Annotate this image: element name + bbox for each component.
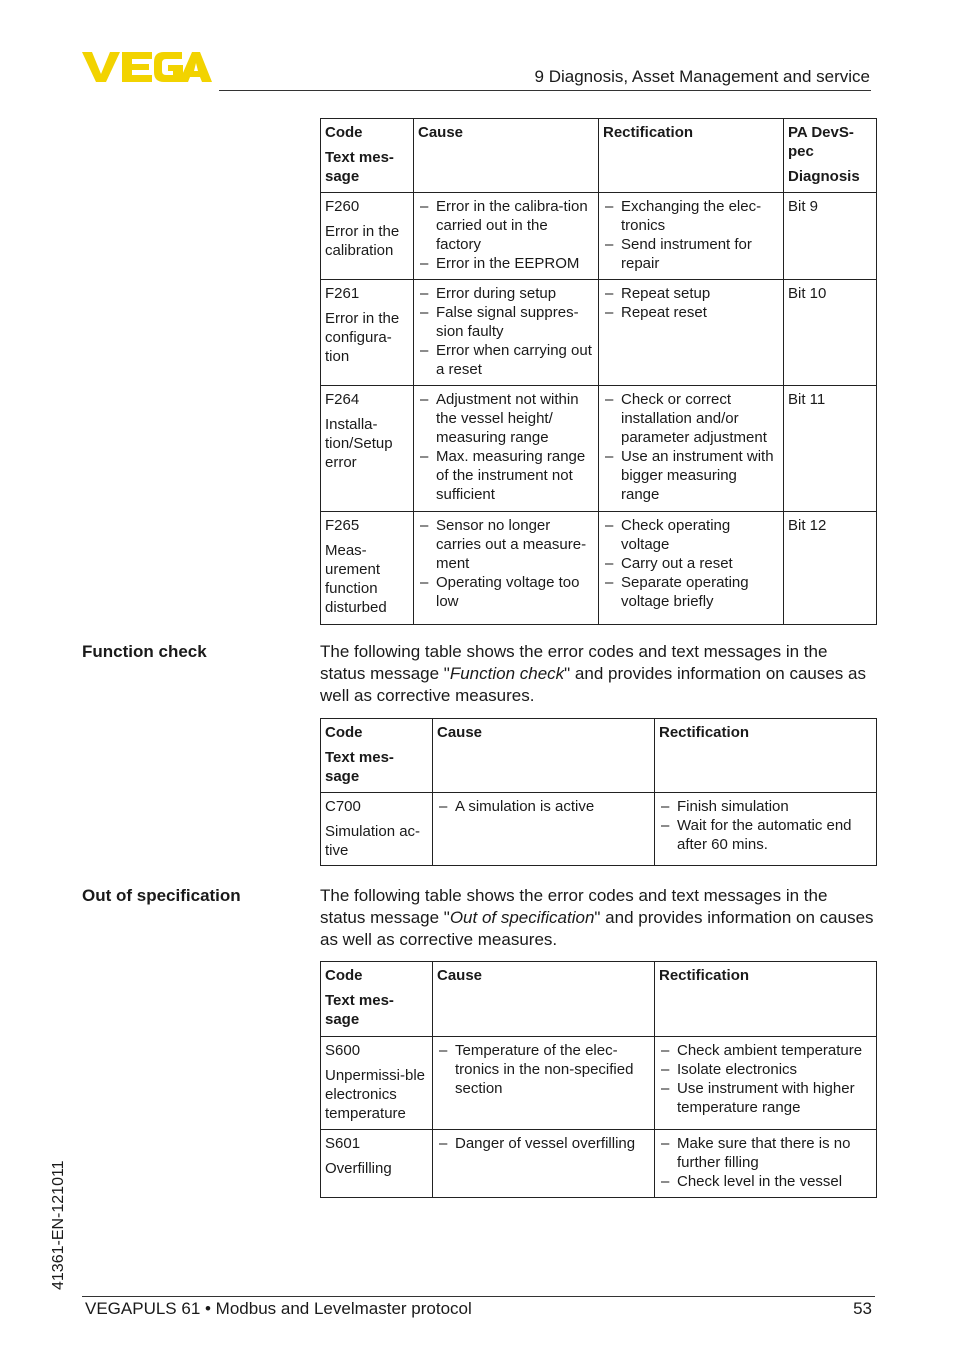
rectification-item: – Check ambient temperature <box>659 1041 872 1060</box>
cause-item: – False signal suppres-sion faulty <box>418 303 594 341</box>
cause-item-list <box>418 197 594 273</box>
cause-item: – Error in the EEPROM <box>418 254 594 273</box>
table-row <box>321 280 877 386</box>
code-header <box>321 119 414 193</box>
rectification-cell <box>599 512 784 625</box>
page-number: 53 <box>853 1299 872 1318</box>
failure-table <box>320 118 877 625</box>
code-cell <box>321 193 414 280</box>
table-header-row <box>321 119 877 193</box>
table-row <box>321 193 877 280</box>
intro-term: Function check <box>449 664 565 683</box>
cause-item: – Adjustment not within the vessel height/ measuring range <box>418 390 594 447</box>
vega-logo <box>82 50 212 84</box>
table-row <box>321 1130 877 1198</box>
error-code: F264 <box>325 391 360 408</box>
cause-item: – Operating voltage too low <box>418 573 594 611</box>
table-header-row <box>321 719 877 793</box>
code-cell <box>321 1037 433 1130</box>
rectification-header: Rectification <box>655 719 877 793</box>
rectification-item: – Use an instrument with bigger measuring range <box>603 447 779 504</box>
code-cell <box>321 1130 433 1198</box>
table-row <box>321 793 877 866</box>
text-message: Error in the configura-tion <box>325 310 400 365</box>
rectification-item-list <box>659 797 872 854</box>
out-of-spec-label: Out of specification <box>82 886 241 905</box>
rectification-item: – Wait for the automatic end after 60 mins. <box>659 816 872 854</box>
error-code: C700 <box>325 798 361 815</box>
cause-item-list <box>437 797 650 816</box>
rectification-header: Rectification <box>655 962 877 1037</box>
rectification-cell <box>599 386 784 512</box>
intro-text: " and provides information on causes as well as corrective measures. <box>320 664 866 705</box>
function-check-table-body <box>321 793 877 866</box>
cause-header: Cause <box>414 119 599 193</box>
text-message: Meas-urement function disturbed <box>325 542 387 616</box>
text-message: Simulation ac-tive <box>325 823 421 859</box>
rectification-item: – Send instrument for repair <box>603 235 779 273</box>
code-header-label: Code <box>325 967 363 984</box>
code-header <box>321 719 433 793</box>
cause-header: Cause <box>433 719 655 793</box>
cause-item-list <box>437 1134 650 1153</box>
rectification-cell <box>655 1037 877 1130</box>
cause-cell <box>414 512 599 625</box>
pa-diagnosis-cell: Bit 12 <box>784 512 877 625</box>
rectification-cell <box>655 793 877 866</box>
cause-cell <box>433 1037 655 1130</box>
intro-text: " and provides information on causes as well as corrective measures. <box>320 908 874 949</box>
error-code: S601 <box>325 1135 361 1152</box>
rectification-item-list <box>659 1041 872 1117</box>
out-of-spec-table <box>320 961 877 1198</box>
cause-item-list <box>418 516 594 611</box>
chapter-title: 9 Diagnosis, Asset Management and service <box>534 67 870 86</box>
cause-cell <box>433 1130 655 1198</box>
table-row <box>321 512 877 625</box>
cause-item-list <box>418 390 594 504</box>
rectification-item: – Carry out a reset <box>603 554 779 573</box>
cause-item: – A simulation is active <box>437 797 650 816</box>
logo-text: VEGA <box>82 50 85 51</box>
pa-devspec-header <box>784 119 877 193</box>
rectification-item: – Make sure that there is no further filling <box>659 1134 872 1172</box>
diagnosis-label: Diagnosis <box>788 168 860 185</box>
code-cell <box>321 512 414 625</box>
pa-diagnosis-cell: Bit 9 <box>784 193 877 280</box>
code-cell <box>321 280 414 386</box>
pa-diagnosis-cell: Bit 10 <box>784 280 877 386</box>
cause-item: – Error when carrying out a reset <box>418 341 594 379</box>
error-code: S600 <box>325 1042 361 1059</box>
pa-diagnosis-cell: Bit 11 <box>784 386 877 512</box>
function-check-label: Function check <box>82 642 207 661</box>
cause-cell <box>414 280 599 386</box>
cause-item: – Max. measuring range of the instrument not sufficient <box>418 447 594 504</box>
error-code: F265 <box>325 517 360 534</box>
rectification-item: – Exchanging the elec-tronics <box>603 197 779 235</box>
cause-item: – Danger of vessel overfilling <box>437 1134 650 1153</box>
cause-cell <box>414 193 599 280</box>
text-message: Unpermissi-ble electronics temperature <box>325 1067 426 1122</box>
rectification-cell <box>599 280 784 386</box>
rectification-item: – Check level in the vessel <box>659 1172 872 1191</box>
rectification-cell <box>655 1130 877 1198</box>
cause-header: Cause <box>433 962 655 1037</box>
rectification-item: – Check or correct installation and/or parameter adjustment <box>603 390 779 447</box>
code-header-label: Code <box>325 124 363 141</box>
code-cell <box>321 793 433 866</box>
document-id: 41361-EN-121011 <box>50 1160 67 1290</box>
text-message: Error in the calibration <box>325 223 400 259</box>
function-check-table <box>320 718 877 866</box>
footer-divider <box>82 1296 875 1297</box>
cause-item: – Sensor no longer carries out a measure-ment <box>418 516 594 573</box>
code-header-label: Code <box>325 724 363 741</box>
failure-table-body <box>321 193 877 625</box>
cause-item: – Error during setup <box>418 284 594 303</box>
rectification-item: – Repeat reset <box>603 303 779 322</box>
code-header <box>321 962 433 1037</box>
text-message: Overfilling <box>325 1160 392 1177</box>
footer-product: VEGAPULS 61 • Modbus and Levelmaster protocol <box>85 1299 472 1318</box>
rectification-item: – Isolate electronics <box>659 1060 872 1079</box>
rectification-item-list <box>603 516 779 611</box>
intro-term: Out of specification <box>449 908 595 927</box>
table-row <box>321 386 877 512</box>
out-of-spec-table-body <box>321 1037 877 1198</box>
table-header-row <box>321 962 877 1037</box>
cause-cell <box>433 793 655 866</box>
rectification-item-list <box>603 197 779 273</box>
rectification-header: Rectification <box>599 119 784 193</box>
text-message-header-label: Text mes- sage <box>325 149 394 185</box>
rectification-cell <box>599 193 784 280</box>
rectification-item-list <box>603 390 779 504</box>
error-code: F260 <box>325 198 360 215</box>
rectification-item: – Finish simulation <box>659 797 872 816</box>
cause-item-list <box>418 284 594 379</box>
rectification-item: – Use instrument with higher temperature range <box>659 1079 872 1117</box>
table-row <box>321 1037 877 1130</box>
header-divider <box>219 90 871 91</box>
text-message-header-label: Text mes- sage <box>325 992 394 1028</box>
cause-item: – Error in the calibra-tion carried out in the factory <box>418 197 594 254</box>
cause-cell <box>414 386 599 512</box>
text-message-header-label: Text mes- sage <box>325 749 394 785</box>
cause-item: – Temperature of the elec-tronics in the non-specified section <box>437 1041 650 1098</box>
error-code: F261 <box>325 285 360 302</box>
rectification-item-list <box>603 284 779 322</box>
rectification-item: – Separate operating voltage briefly <box>603 573 779 611</box>
rectification-item-list <box>659 1134 872 1191</box>
intro-text: The following table shows the error codes and text messages in the status message " <box>320 642 828 683</box>
text-message: Installa-tion/Setup error <box>325 416 393 471</box>
rectification-item: – Check operating voltage <box>603 516 779 554</box>
out-of-spec-intro <box>320 885 876 951</box>
code-cell <box>321 386 414 512</box>
intro-text: The following table shows the error codes and text messages in the status message " <box>320 886 828 927</box>
rectification-item: – Repeat setup <box>603 284 779 303</box>
pa-devspec-label: PA DevS- pec <box>788 124 854 160</box>
function-check-intro <box>320 641 876 707</box>
cause-item-list <box>437 1041 650 1098</box>
